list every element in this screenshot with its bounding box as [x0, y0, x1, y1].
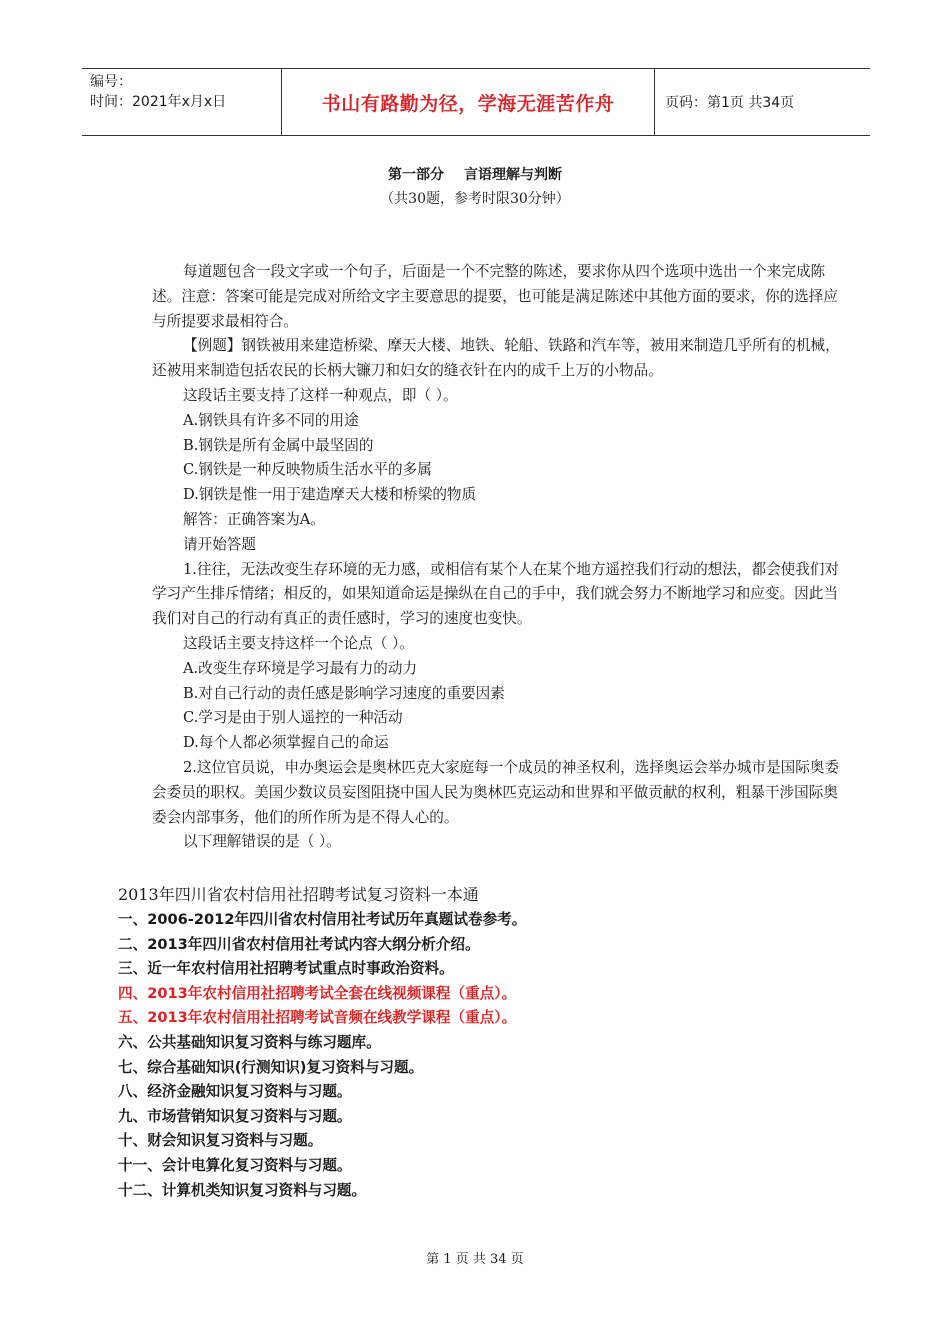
- section-title-name: 言语理解与判断: [464, 167, 562, 183]
- promo-item: 五、2013年农村信用社招聘考试音频在线教学课程（重点）。: [118, 1009, 517, 1027]
- paragraph: 【例题】钢铁被用来建造桥梁、摩天大楼、地铁、轮船、铁路和汽车等，被用来制造几乎所有的机械，还被用来制造包括农民的长柄大镰刀和妇女的缝衣针在内的成千上万的小物品。: [152, 337, 840, 380]
- promo-item: 六、公共基础知识复习资料与练习题库。: [118, 1033, 381, 1051]
- promo-item: 二、2013年四川省农村信用社考试内容大纲分析介绍。: [118, 935, 480, 953]
- paragraph: D.每个人都必须掌握自己的命运: [183, 734, 389, 752]
- paragraph: D.钢铁是惟一用于建造摩天大楼和桥梁的物质: [183, 486, 477, 504]
- promo-list: [118, 908, 858, 1203]
- promo-item: 十二、计算机类知识复习资料与习题。: [118, 1181, 367, 1199]
- section-subtitle: （共30题，参考时限30分钟）: [380, 191, 570, 207]
- header-page-info: 页码：第1页 共34页: [665, 95, 795, 111]
- paragraph: B.钢铁是所有金属中最坚固的: [183, 436, 374, 454]
- paragraph: 请开始答题: [183, 535, 256, 553]
- header-table: [82, 68, 870, 136]
- paragraph: 这段话主要支持了这样一种观点，即（ ）。: [183, 386, 458, 404]
- paragraph: 解答：正确答案为A。: [183, 510, 325, 528]
- paragraph: A.改变生存环境是学习最有力的动力: [183, 659, 418, 677]
- paragraph: C.钢铁是一种反映物质生活水平的多属: [183, 461, 432, 479]
- paragraph: 以下理解错误的是（ ）。: [183, 833, 341, 851]
- promo-item: 四、2013年农村信用社招聘考试全套在线视频课程（重点）。: [118, 984, 517, 1002]
- promo-item: 九、市场营销知识复习资料与习题。: [118, 1107, 352, 1125]
- promo-block: [118, 882, 858, 1203]
- paragraph: 每道题包含一段文字或一个句子，后面是一个不完整的陈述，要求你从四个选项中选出一个来完成陈述。注意：答案可能是完成对所给文字主要意思的提要，也可能是满足陈述中其他方面的要求，你的选择应与所提要求最相符合。: [152, 263, 838, 330]
- promo-item: 一、2006-2012年四川省农村信用社考试历年真题试卷参考。: [118, 911, 527, 928]
- number-label: 编号：: [90, 74, 132, 90]
- header-motto: 书山有路勤为径，学海无涯苦作舟: [282, 69, 655, 135]
- paragraph: 2.这位官员说，申办奥运会是奥林匹克大家庭每一个成员的神圣权利，选择奥运会举办城市是国际奥委会委员的职权。美国少数议员妄图阻挠中国人民为奥林匹克运动和世界和平做贡献的权利，粗暴干涉国际奥委会内部事务，他们的所作所为是不得人心的。: [152, 758, 840, 826]
- paragraph: C.学习是由于别人遥控的一种活动: [183, 709, 403, 727]
- paragraph: 1.往往，无法改变生存环境的无力感，或相信有某个人在某个地方遥控我们行动的想法，都会使我们对学习产生排斥情绪；相反的，如果知道命运是操纵在自己的手中，我们就会努力不断地学习和应变。因此当我们对自己的行动有真正的责任感时，学习的速度也变快。: [152, 560, 840, 628]
- promo-item: 八、经济金融知识复习资料与习题。: [118, 1083, 352, 1101]
- page-footer: 第 1 页 共 34 页: [426, 1252, 524, 1267]
- time-label: 时间：2021年x月x日: [90, 94, 227, 110]
- section-title-part: 第一部分: [388, 167, 444, 183]
- promo-item: 十、财会知识复习资料与习题。: [118, 1132, 323, 1150]
- paragraph: 这段话主要支持这样一个论点（ ）。: [183, 634, 414, 652]
- promo-item: 三、近一年农村信用社招聘考试重点时事政治资料。: [118, 960, 454, 978]
- section-title: [0, 164, 950, 184]
- promo-item: 十一、会计电算化复习资料与习题。: [118, 1156, 352, 1174]
- paragraph: B.对自己行动的责任感是影响学习速度的重要因素: [183, 684, 505, 702]
- paragraph: A.钢铁具有许多不同的用途: [183, 411, 359, 429]
- promo-item: 七、综合基础知识(行测知识)复习资料与习题。: [118, 1058, 424, 1076]
- promo-heading: 2013年四川省农村信用社招聘考试复习资料一本通: [118, 885, 479, 904]
- header-meta-cell: [82, 69, 282, 135]
- question-body: [152, 260, 842, 855]
